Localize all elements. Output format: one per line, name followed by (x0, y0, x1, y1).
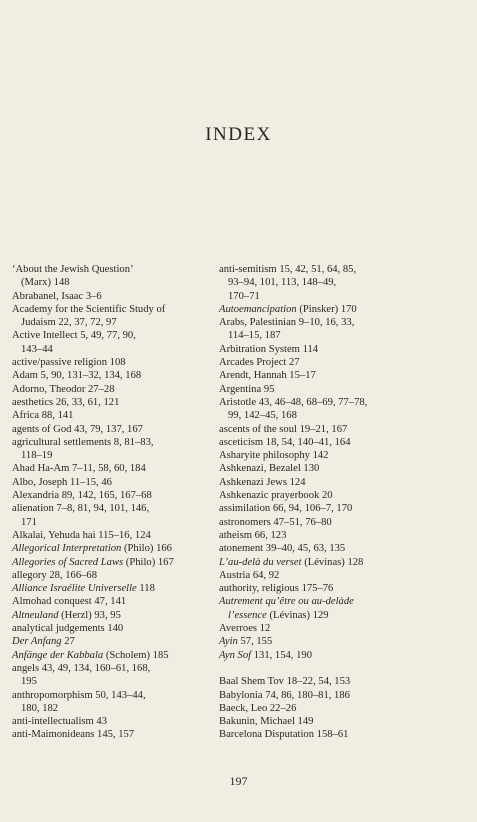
index-entry (219, 702, 419, 715)
index-entry-text: anti-intellectualism 43 (12, 716, 108, 728)
index-entry (12, 383, 212, 396)
index-entry (12, 529, 212, 542)
index-entry-text: angels 43, 49, 134, 160–61, 168, (12, 662, 151, 674)
index-entry-text: ascents of the soul 19–21, 167 (219, 423, 348, 435)
index-entry-text: agents of God 43, 79, 137, 167 (12, 423, 143, 435)
index-entry (219, 449, 419, 462)
index-entry-title-italic: Altneuland (12, 609, 59, 621)
index-entry (219, 476, 419, 489)
index-entry-title-italic: Anfänge der Kabbala (12, 649, 104, 661)
index-entry-text: 171 (21, 516, 37, 528)
index-entry (12, 489, 212, 502)
index-entry-text: assimilation 66, 94, 106–7, 170 (219, 503, 353, 515)
index-entry-text: (Lévinas) 129 (266, 609, 329, 621)
index-column-left (12, 263, 212, 742)
page-title: INDEX (205, 124, 272, 145)
index-entry (219, 502, 419, 515)
index-entry (219, 423, 419, 436)
index-entry (12, 409, 212, 422)
index-entry-text: Babylonia 74, 86, 180–81, 186 (219, 689, 350, 701)
index-entry-title-italic: Autrement qu’être ou au-delàde (219, 596, 354, 608)
index-entry (219, 728, 419, 741)
index-entry-text: Asharyite philosophy 142 (219, 450, 329, 462)
index-entry (219, 369, 419, 382)
index-entry-text: Abrabanel, Isaac 3–6 (12, 290, 102, 302)
index-entry-text: analytical judgements 140 (12, 623, 124, 635)
index-entry (12, 582, 212, 595)
index-entry-text: astronomers 47–51, 76–80 (219, 516, 332, 528)
index-entry (219, 516, 419, 529)
index-entry-text: Ashkenazic prayerbook 20 (219, 490, 333, 502)
index-entry-text: Ashkenazi Jews 124 (219, 476, 306, 488)
index-entry (219, 356, 419, 369)
index-entry-text: anti-semitism 15, 42, 51, 64, 85, (219, 264, 357, 275)
index-entry-text: 57, 155 (237, 636, 273, 648)
index-entry-text: 118 (136, 583, 155, 595)
index-entry-text: (Scholem) 185 (103, 649, 169, 661)
index-entry (12, 715, 212, 728)
index-entry (12, 329, 212, 356)
index-entry-text: Arcades Project 27 (219, 357, 300, 369)
index-entry-text: Baal Shem Tov 18–22, 54, 153 (219, 676, 351, 688)
index-entry (12, 423, 212, 436)
index-entry-text: Adam 5, 90, 131–32, 134, 168 (12, 370, 142, 382)
index-entry-text: 170–71 (228, 290, 260, 302)
index-entry-text: 131, 154, 190 (251, 649, 312, 661)
index-entry (12, 595, 212, 608)
index-entry (12, 462, 212, 475)
index-entry-text: atonement 39–40, 45, 63, 135 (219, 543, 346, 555)
index-entry (12, 502, 212, 529)
index-entry-text: Alexandria 89, 142, 165, 167–68 (12, 490, 152, 502)
index-entry-text: anthropomorphism 50, 143–44, (12, 689, 146, 701)
index-entry-text: (Philo) 166 (121, 543, 172, 555)
index-entry (12, 369, 212, 382)
index-entry-title-italic: Ayin (219, 636, 238, 648)
index-entry (219, 316, 419, 343)
index-entry-text: authority, religious 175–76 (219, 583, 334, 595)
index-entry (219, 303, 419, 316)
index-entry-text: Arendt, Hannah 15–17 (219, 370, 316, 382)
index-entry (219, 649, 419, 662)
index-entry (12, 436, 212, 463)
index-entry-text: Arbitration System 114 (219, 343, 319, 355)
index-entry-text: (Pinsker) 170 (296, 303, 357, 315)
index-entry-title-italic: Der Anfang (12, 636, 62, 648)
alphabet-section-gap (219, 662, 419, 675)
index-entry-title-italic: L’au-delà du verset (219, 556, 302, 568)
index-entry (12, 622, 212, 635)
index-entry (219, 622, 419, 635)
index-entry-text: (Philo) 167 (123, 556, 174, 568)
index-entry (12, 569, 212, 582)
index-entry-text: Alkalai, Yehuda hai 115–16, 124 (12, 529, 151, 541)
index-entry-text: asceticism 18, 54, 140–41, 164 (219, 436, 351, 448)
index-entry (12, 649, 212, 662)
index-entry (219, 383, 419, 396)
index-entry-title-italic: Allegorical Interpretation (12, 543, 122, 555)
index-entry (12, 609, 212, 622)
index-entry-text: aesthetics 26, 33, 61, 121 (12, 396, 120, 408)
index-entry-text: Almohad conquest 47, 141 (12, 596, 127, 608)
index-entry (219, 343, 419, 356)
index-entry-text: Africa 88, 141 (12, 410, 74, 422)
index-entry-text: 143–44 (21, 343, 53, 355)
index-entry (12, 356, 212, 369)
index-column-right (219, 263, 419, 742)
index-entry-text: 118–19 (21, 450, 53, 462)
index-entry-text: 195 (21, 676, 37, 688)
index-entry (219, 635, 419, 648)
index-entry (219, 582, 419, 595)
index-entry-text: Arabs, Palestinian 9–10, 16, 33, (219, 317, 355, 329)
index-entry-title-italic: l’essence (228, 609, 267, 621)
index-entry (219, 689, 419, 702)
index-entry (219, 489, 419, 502)
index-entry-text: (Marx) 148 (21, 277, 70, 289)
index-entry-title-italic: Allegories of Sacred Laws (12, 556, 124, 568)
index-entry-text: 114–15, 187 (228, 330, 281, 342)
index-entry-title-italic: Alliance Israélite Universelle (12, 583, 137, 595)
index-entry-text: 180, 182 (21, 702, 59, 714)
index-entry (219, 569, 419, 582)
index-entry-text: Austria 64, 92 (219, 569, 280, 581)
index-entry (12, 556, 212, 569)
index-entry (12, 396, 212, 409)
index-entry-title-italic: Ayn Sof (219, 649, 252, 661)
index-entry (12, 542, 212, 555)
index-entry-text: anti-Maimonideans 145, 157 (12, 729, 135, 741)
index-entry-text: Albo, Joseph 11–15, 46 (12, 476, 112, 488)
index-entry-text: (Herzl) 93, 95 (58, 609, 121, 621)
index-entry-text: Argentina 95 (219, 383, 275, 395)
index-entry (12, 728, 212, 741)
index-entry-text: Baeck, Leo 22–26 (219, 702, 297, 714)
index-entry (12, 290, 212, 303)
index-entry-text: Aristotle 43, 46–48, 68–69, 77–78, (219, 396, 368, 408)
index-entry-text: Ahad Ha-Am 7–11, 58, 60, 184 (12, 463, 146, 475)
index-entry-text: atheism 66, 123 (219, 529, 287, 541)
index-entry (12, 476, 212, 489)
index-entry-text: 27 (61, 636, 75, 648)
index-entry-text: Barcelona Disputation 158–61 (219, 729, 349, 741)
index-entry (219, 595, 419, 622)
index-entry (219, 462, 419, 475)
index-entry-title-italic: Autoemancipation (219, 303, 297, 315)
index-entry-text: Academy for the Scientific Study of (12, 303, 166, 315)
index-entry (12, 263, 212, 290)
index-entry (219, 263, 419, 303)
index-entry (12, 689, 212, 716)
index-entry-text: Judaism 22, 37, 72, 97 (21, 317, 117, 329)
index-entry (12, 662, 212, 689)
page-number: 197 (229, 774, 248, 788)
index-entry-text: Bakunin, Michael 149 (219, 716, 314, 728)
index-entry-text: Ashkenazi, Bezalel 130 (219, 463, 320, 475)
index-entry (219, 542, 419, 555)
index-entry-text: Adorno, Theodor 27–28 (12, 383, 115, 395)
index-entry-text: allegory 28, 166–68 (12, 569, 98, 581)
index-entry-text: Active Intellect 5, 49, 77, 90, (12, 330, 136, 342)
index-entry (219, 675, 419, 688)
index-entry (12, 303, 212, 330)
index-entry (219, 436, 419, 449)
index-entry-text: agricultural settlements 8, 81–83, (12, 436, 154, 448)
index-entry (219, 396, 419, 423)
index-entry-text: (Lévinas) 128 (301, 556, 364, 568)
index-entry (219, 556, 419, 569)
index-entry-text: 93–94, 101, 113, 148–49, (228, 277, 337, 289)
index-entry-text: active/passive religion 108 (12, 357, 126, 369)
index-entry (219, 715, 419, 728)
index-entry-text: ‘About the Jewish Question’ (12, 264, 134, 275)
index-entry-text: Averroes 12 (219, 623, 271, 635)
index-entry (12, 635, 212, 648)
index-entry-text: alienation 7–8, 81, 94, 101, 146, (12, 503, 150, 515)
index-entry-text: 99, 142–45, 168 (228, 410, 297, 422)
index-entry (219, 529, 419, 542)
